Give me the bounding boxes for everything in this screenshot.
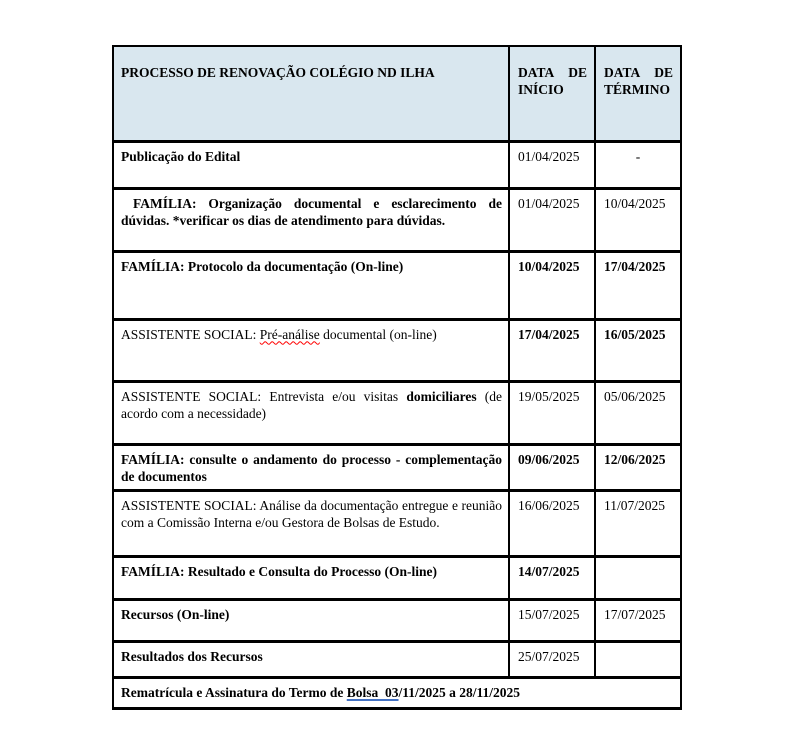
process-cell — [113, 599, 509, 641]
start-date-cell — [509, 319, 595, 381]
renewal-schedule-table — [112, 45, 682, 710]
label-text: Resultados dos Recursos — [121, 648, 263, 664]
label-text: (de acordo com a necessidade) — [121, 388, 503, 421]
table-row — [113, 319, 681, 381]
start-date-cell — [509, 556, 595, 599]
start-date-cell — [509, 490, 595, 556]
footer-row — [113, 677, 681, 708]
end-date-cell — [595, 641, 681, 677]
start-date-cell — [509, 188, 595, 251]
start-date-cell — [509, 444, 595, 490]
label-text: Pré-análise — [259, 326, 320, 342]
date-text: 25/07/2025 — [518, 648, 580, 664]
header-start-date: DATA DE INÍCIO — [509, 46, 595, 141]
label-text: Recursos (On-line) — [121, 606, 230, 622]
end-date-cell — [595, 599, 681, 641]
end-date-cell — [595, 490, 681, 556]
header-process: PROCESSO DE RENOVAÇÃO COLÉGIO ND ILHA — [113, 46, 509, 141]
date-text: 17/04/2025 — [518, 326, 580, 342]
date-text: 16/05/2025 — [604, 326, 666, 342]
date-text: 09/06/2025 — [518, 451, 580, 467]
date-text: 11/07/2025 — [604, 497, 666, 513]
date-text: 19/05/2025 — [518, 388, 580, 404]
label-text: ASSISTENTE SOCIAL: Análise da documentação entregue e reunião com a Comissão Interna e/ou Gestora de Bolsas de Estudo. — [121, 497, 502, 530]
label-text: domiciliares — [406, 388, 477, 404]
label-text: FAMÍLIA: Resultado e Consulta do Processo (On-line) — [121, 563, 437, 579]
date-text: 14/07/2025 — [518, 563, 580, 579]
process-cell — [113, 641, 509, 677]
process-cell — [113, 381, 509, 444]
process-cell — [113, 251, 509, 319]
label-text: documental (on-line) — [319, 326, 437, 342]
table-row — [113, 641, 681, 677]
process-cell — [113, 141, 509, 188]
date-text: 17/04/2025 — [604, 258, 666, 274]
table-row — [113, 444, 681, 490]
date-text: 01/04/2025 — [518, 148, 580, 164]
process-cell — [113, 444, 509, 490]
label-text: FAMÍLIA: Protocolo da documentação (On-line) — [121, 258, 404, 274]
end-date-cell — [595, 188, 681, 251]
table-row — [113, 251, 681, 319]
start-date-cell — [509, 141, 595, 188]
label-text: FAMÍLIA: Organização documental e esclarecimento de dúvidas. *verificar os dias de atendimento para dúvidas. — [121, 195, 502, 228]
table-row — [113, 141, 681, 188]
end-date-cell — [595, 381, 681, 444]
end-date-cell — [595, 141, 681, 188]
date-text: 16/06/2025 — [518, 497, 580, 513]
date-text: 15/07/2025 — [518, 606, 580, 622]
process-cell — [113, 490, 509, 556]
date-text: 17/07/2025 — [604, 606, 666, 622]
table-row — [113, 188, 681, 251]
table-body — [113, 141, 681, 708]
date-text: 05/06/2025 — [604, 388, 666, 404]
label-text: Publicação do Edital — [121, 148, 241, 164]
start-date-cell — [509, 641, 595, 677]
process-cell — [113, 319, 509, 381]
process-cell — [113, 556, 509, 599]
date-text: 10/04/2025 — [518, 258, 580, 274]
table-row — [113, 490, 681, 556]
table-row — [113, 381, 681, 444]
date-text: 10/04/2025 — [604, 195, 666, 211]
label-text: /11/2025 a 28/11/2025 — [398, 684, 521, 700]
start-date-cell — [509, 251, 595, 319]
label-text: FAMÍLIA: consulte o andamento do processo - complementação de documentos — [121, 451, 502, 484]
end-date-cell — [595, 319, 681, 381]
end-date-cell — [595, 444, 681, 490]
start-date-cell — [509, 381, 595, 444]
label-text: ASSISTENTE SOCIAL: Entrevista e/ou visitas — [121, 388, 407, 404]
label-text: ASSISTENTE SOCIAL: — [121, 326, 260, 342]
date-text: 12/06/2025 — [604, 451, 666, 467]
table-header — [113, 46, 681, 141]
end-date-cell — [595, 556, 681, 599]
table-row — [113, 599, 681, 641]
table-row — [113, 556, 681, 599]
header-row — [113, 46, 681, 141]
header-end-date: DATA DE TÉRMINO — [595, 46, 681, 141]
start-date-cell — [509, 599, 595, 641]
label-text: Rematrícula e Assinatura do Termo de — [121, 684, 347, 700]
date-text: - — [635, 148, 641, 164]
end-date-cell — [595, 251, 681, 319]
label-text: Bolsa 03 — [346, 684, 399, 700]
footer-cell — [113, 677, 681, 708]
process-cell — [113, 188, 509, 251]
date-text: 01/04/2025 — [518, 195, 580, 211]
